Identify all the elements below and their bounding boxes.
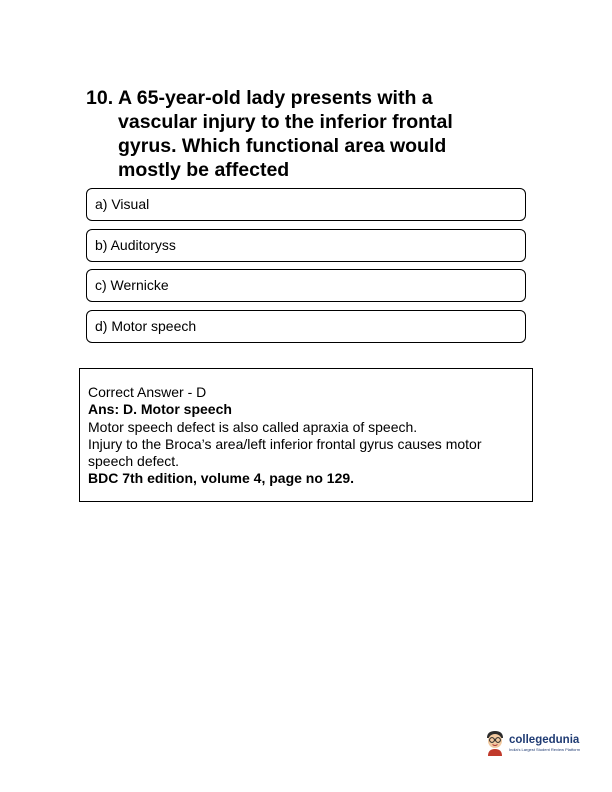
answer-heading: Ans: D. Motor speech (88, 401, 232, 418)
mascot-icon (484, 729, 506, 757)
question (86, 86, 506, 182)
logo-tagline: India's Largest Student Review Platform (509, 747, 581, 752)
explanation-line-2: Injury to the Broca’s area/left inferior frontal gyrus causes motor speech defect. (88, 435, 482, 470)
option-a[interactable]: a) Visual (86, 188, 526, 221)
question-text: A 65-year-old lady presents with a vascular injury to the inferior frontal gyrus. Which functional area would mostly be affected (118, 87, 453, 181)
reference: BDC 7th edition, volume 4, page no 129. (88, 470, 355, 487)
option-d[interactable]: d) Motor speech (86, 310, 526, 343)
explanation-line-1: Motor speech defect is also called apraxia of speech. (88, 418, 418, 435)
logo-brand: collegedunia (509, 734, 580, 746)
question-number: 10. (86, 87, 114, 109)
options-list (86, 188, 526, 350)
collegedunia-logo (484, 729, 580, 757)
option-b[interactable]: b) Auditoryss (86, 229, 526, 262)
option-c[interactable]: c) Wernicke (86, 269, 526, 302)
correct-answer: Correct Answer - D (88, 384, 207, 400)
answer-box (79, 368, 533, 502)
